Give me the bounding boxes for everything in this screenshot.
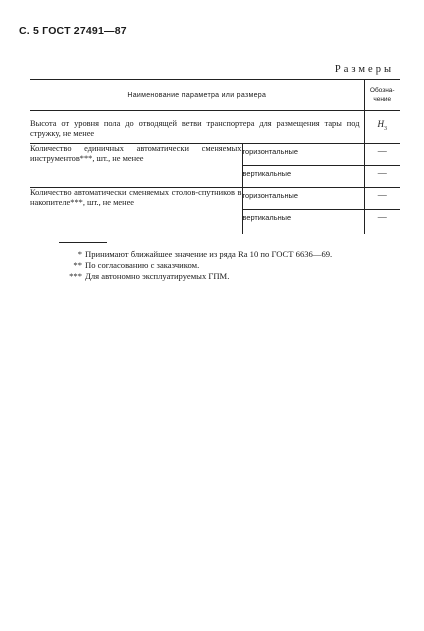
table-header-row <box>30 80 400 111</box>
row-pallets-name: Количество автоматически сменяемых столов-спутников в накопителе***, шт., не менее <box>30 188 242 235</box>
row-pallets-variant-horizontal: горизонтальные <box>242 188 364 210</box>
table-caption: Размеры <box>334 64 394 75</box>
row-tools-variant-horizontal: горизонтальные <box>242 144 364 166</box>
column-header-symbol-line1: Обозна- <box>369 87 395 94</box>
column-header-symbol-line2: чение <box>373 96 392 103</box>
row-tools-variant-vertical: вертикальные <box>242 166 364 188</box>
row-pallets-symbol-horizontal: — <box>364 188 400 210</box>
row-pallets-variant-vertical: вертикальные <box>242 210 364 235</box>
footnote-text: По согласованию с заказчиком. <box>85 260 200 270</box>
footnote-2 <box>60 260 390 271</box>
footnote-mark: * <box>77 249 82 259</box>
footnote-mark: *** <box>69 271 82 281</box>
footnotes <box>60 249 390 282</box>
row-pallets-symbol-vertical: — <box>377 212 387 222</box>
footnote-text: Для автономно эксплуатируемых ГПМ. <box>85 271 230 281</box>
parameters-table <box>30 79 400 234</box>
footnote-mark: ** <box>73 260 82 270</box>
column-header-symbol <box>364 80 400 111</box>
row-tools-name: Количество единичных автоматически сменяемых инструментов***, шт., не менее <box>30 144 242 188</box>
footnote-3 <box>60 271 390 282</box>
row-height-symbol <box>364 111 400 144</box>
page-header: С. 5 ГОСТ 27491—87 <box>19 25 127 37</box>
table-row-tools-horizontal <box>30 144 400 166</box>
table-row-height <box>30 111 400 144</box>
symbol-letter: H <box>377 119 384 129</box>
footnote-separator <box>59 242 107 243</box>
row-height-name: Высота от уровня пола до отводящей ветви транспортера для размещения тары под стружку, не менее <box>30 111 364 144</box>
column-header-name: Наименование параметра или размера <box>30 80 364 111</box>
footnote-1 <box>60 249 390 260</box>
row-tools-symbol-vertical: — <box>364 166 400 188</box>
symbol-subscript: 3 <box>384 125 387 132</box>
row-tools-symbol-horizontal: — <box>364 144 400 166</box>
footnote-text: Принимают ближайшее значение из ряда Ra 10 по ГОСТ 6636—69. <box>85 249 333 259</box>
table-row-pallets-horizontal <box>30 188 400 210</box>
